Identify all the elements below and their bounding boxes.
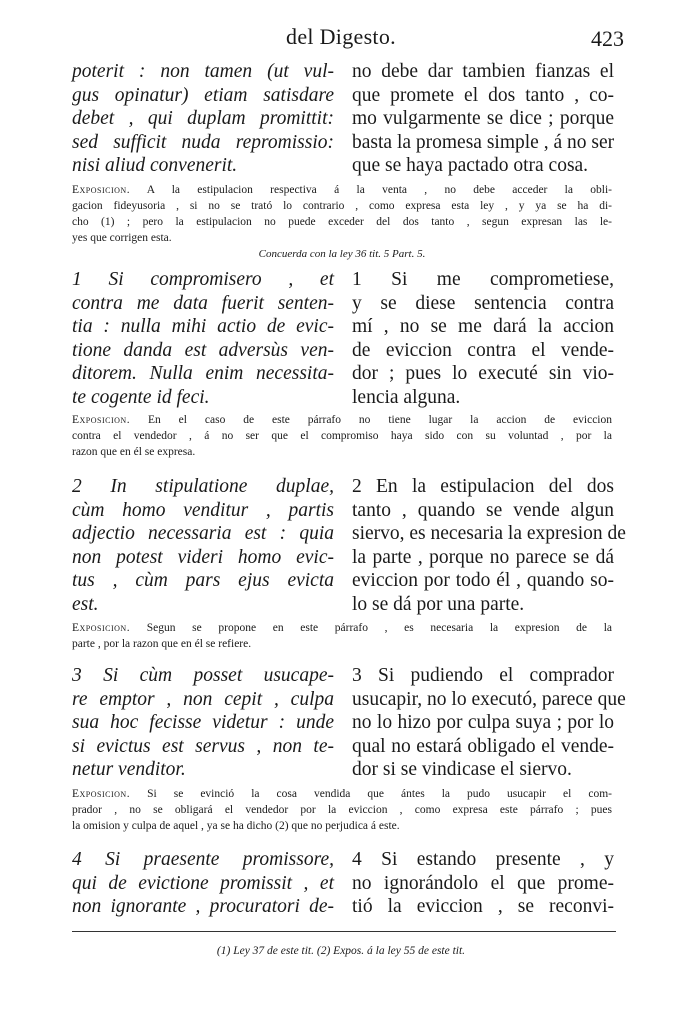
latin-text-block (72, 60, 334, 178)
footnote: (1) Ley 37 de este tit. (2) Expos. á la ley 55 de este tit. (216, 945, 466, 957)
exposition-line: razon que en él se expresa. (72, 446, 196, 458)
latin-text-block (72, 664, 334, 782)
spanish-line: de eviccion contra el vende- (352, 339, 614, 361)
spanish-line: que promete el dos tanto , co- (352, 84, 614, 106)
spanish-line: no lo hizo por culpa suya ; por lo (352, 712, 614, 733)
exposition-paragraph (72, 182, 612, 246)
exposition-paragraph (72, 412, 612, 460)
latin-line: 2 In stipulatione duplae, (72, 476, 334, 497)
exposition-label: Exposicion. (72, 622, 131, 634)
latin-line: non ignorante , procuratori de- (72, 896, 334, 917)
latin-line: qui de evictione promissit , et (72, 872, 334, 894)
latin-line: gus opinatur) etiam satisdare (72, 84, 334, 106)
spanish-line: no debe dar tambien fianzas el (352, 61, 614, 82)
latin-line: si evictus est servus , non te- (72, 735, 334, 757)
latin-line: netur venditor. (72, 759, 186, 780)
spanish-line: 1 Si me comprometiese, (352, 269, 614, 290)
spanish-line: la parte , porque no parece se dá (352, 546, 614, 568)
spanish-line: 4 Si estando presente , y (352, 849, 614, 870)
exposition-paragraph (72, 620, 612, 652)
latin-line: debet , qui duplam promittit: (72, 108, 334, 129)
spanish-line: qual no estará obligado el vende- (352, 735, 614, 757)
spanish-line: no ignorándolo el que prome- (352, 872, 614, 894)
exposition-line: Exposicion. En el caso de este párrafo no tiene lugar la accion de eviccion (72, 414, 612, 426)
spanish-line: lencia alguna. (352, 386, 461, 408)
latin-line: non potest videri homo evic- (72, 546, 334, 568)
spanish-line: tió la eviccion , se reconvi- (352, 896, 614, 917)
spanish-line: tanto , quando se vende algun (352, 499, 614, 521)
spanish-line: eviccion por todo él , quando so- (352, 570, 614, 591)
spanish-text-block (352, 268, 614, 409)
exposition-line: cho (1) ; pero la estipulacion no puede exceder del dos tanto , segun expresan las le- (72, 216, 612, 228)
spanish-line: mo vulgarmente se dice ; porque (352, 108, 614, 129)
spanish-line: dor ; pues lo executé sin vio- (352, 363, 614, 384)
latin-line: 3 Si cùm posset usucape- (72, 665, 334, 686)
spanish-line: 3 Si pudiendo el comprador (352, 665, 614, 686)
latin-line: nisi aliud convenerit. (72, 155, 238, 176)
spanish-line: dor si se vindicase el siervo. (352, 759, 572, 780)
latin-line: tus , cùm pars ejus evicta (72, 570, 334, 591)
exposition-line: Exposicion. Segun se propone en este párrafo , es necesaria la expresion de la (72, 622, 612, 634)
latin-text-block (72, 268, 334, 409)
latin-line: cùm homo venditur , partis (72, 499, 334, 521)
spanish-line: basta la promesa simple , á no ser (352, 131, 615, 153)
footnote-divider (72, 931, 616, 932)
latin-text-block (72, 475, 334, 616)
latin-line: est. (72, 593, 99, 615)
spanish-line: 2 En la estipulacion del dos (352, 476, 614, 497)
spanish-line: que se haya pactado otra cosa. (352, 155, 589, 176)
latin-line: 1 Si compromisero , et (72, 269, 334, 290)
latin-line: re emptor , non cepit , culpa (72, 688, 334, 710)
spanish-line: usucapir, no lo executó, parece que (352, 688, 626, 710)
spanish-line: y se diese sentencia contra (352, 292, 614, 314)
exposition-line: contra el vendedor , á no ser que el compromiso haya sido con su voluntad , por la (72, 430, 612, 442)
exposition-line: Exposicion. Si se evinció la cosa vendida que ántes la pudo usucapir el com- (72, 788, 612, 800)
page-header-title: del Digesto. (286, 24, 396, 49)
latin-line: 4 Si praesente promissore, (72, 849, 334, 870)
exposition-label: Exposicion. (72, 184, 131, 196)
latin-text-block (72, 848, 334, 919)
latin-line: poterit : non tamen (ut vul- (72, 61, 334, 82)
exposition-line: Exposicion. A la estipulacion respectiva á la venta , no debe acceder la obli- (72, 184, 612, 196)
latin-line: adjectio necessaria est : quia (72, 523, 334, 544)
exposition-line: parte , por la razon que en él se refiere. (72, 638, 252, 650)
spanish-text-block (352, 60, 614, 178)
exposition-label: Exposicion. (72, 414, 131, 426)
spanish-line: lo se dá por una parte. (352, 593, 525, 615)
exposition-line: prador , no se obligará el vendedor por la eviccion , como expresa este párrafo ; pues (72, 804, 612, 816)
latin-line: tia : nulla mihi actio de evic- (72, 316, 334, 337)
page-number: 423 (591, 26, 624, 51)
latin-line: te cogente id feci. (72, 386, 210, 408)
spanish-text-block (352, 848, 614, 919)
exposition-line: gacion fideyusoria , si no se trató lo contrario , como expresa esta ley , y ya se ha di- (72, 200, 612, 212)
spanish-line: siervo, es necesaria la expresion de (352, 523, 626, 544)
spanish-text-block (352, 475, 626, 616)
exposition-paragraph (72, 786, 612, 834)
concordance-note: Concuerda con la ley 36 tit. 5 Part. 5. (258, 248, 426, 260)
spanish-line: mí , no se me dará la accion (352, 316, 614, 337)
latin-line: ditorem. Nulla enim necessita- (72, 363, 334, 384)
latin-line: tione danda est adversùs ven- (72, 339, 334, 361)
exposition-line: yes que corrigen esta. (72, 232, 172, 244)
latin-line: contra me data fuerit senten- (72, 292, 334, 314)
spanish-text-block (352, 664, 626, 782)
latin-line: sua hoc fecisse videtur : unde (72, 712, 334, 733)
exposition-line: la omision y culpa de aquel , ya se ha dicho (2) que no perjudica á este. (72, 820, 400, 832)
exposition-label: Exposicion. (72, 788, 131, 800)
latin-line: sed sufficit nuda repromissio: (72, 131, 334, 153)
